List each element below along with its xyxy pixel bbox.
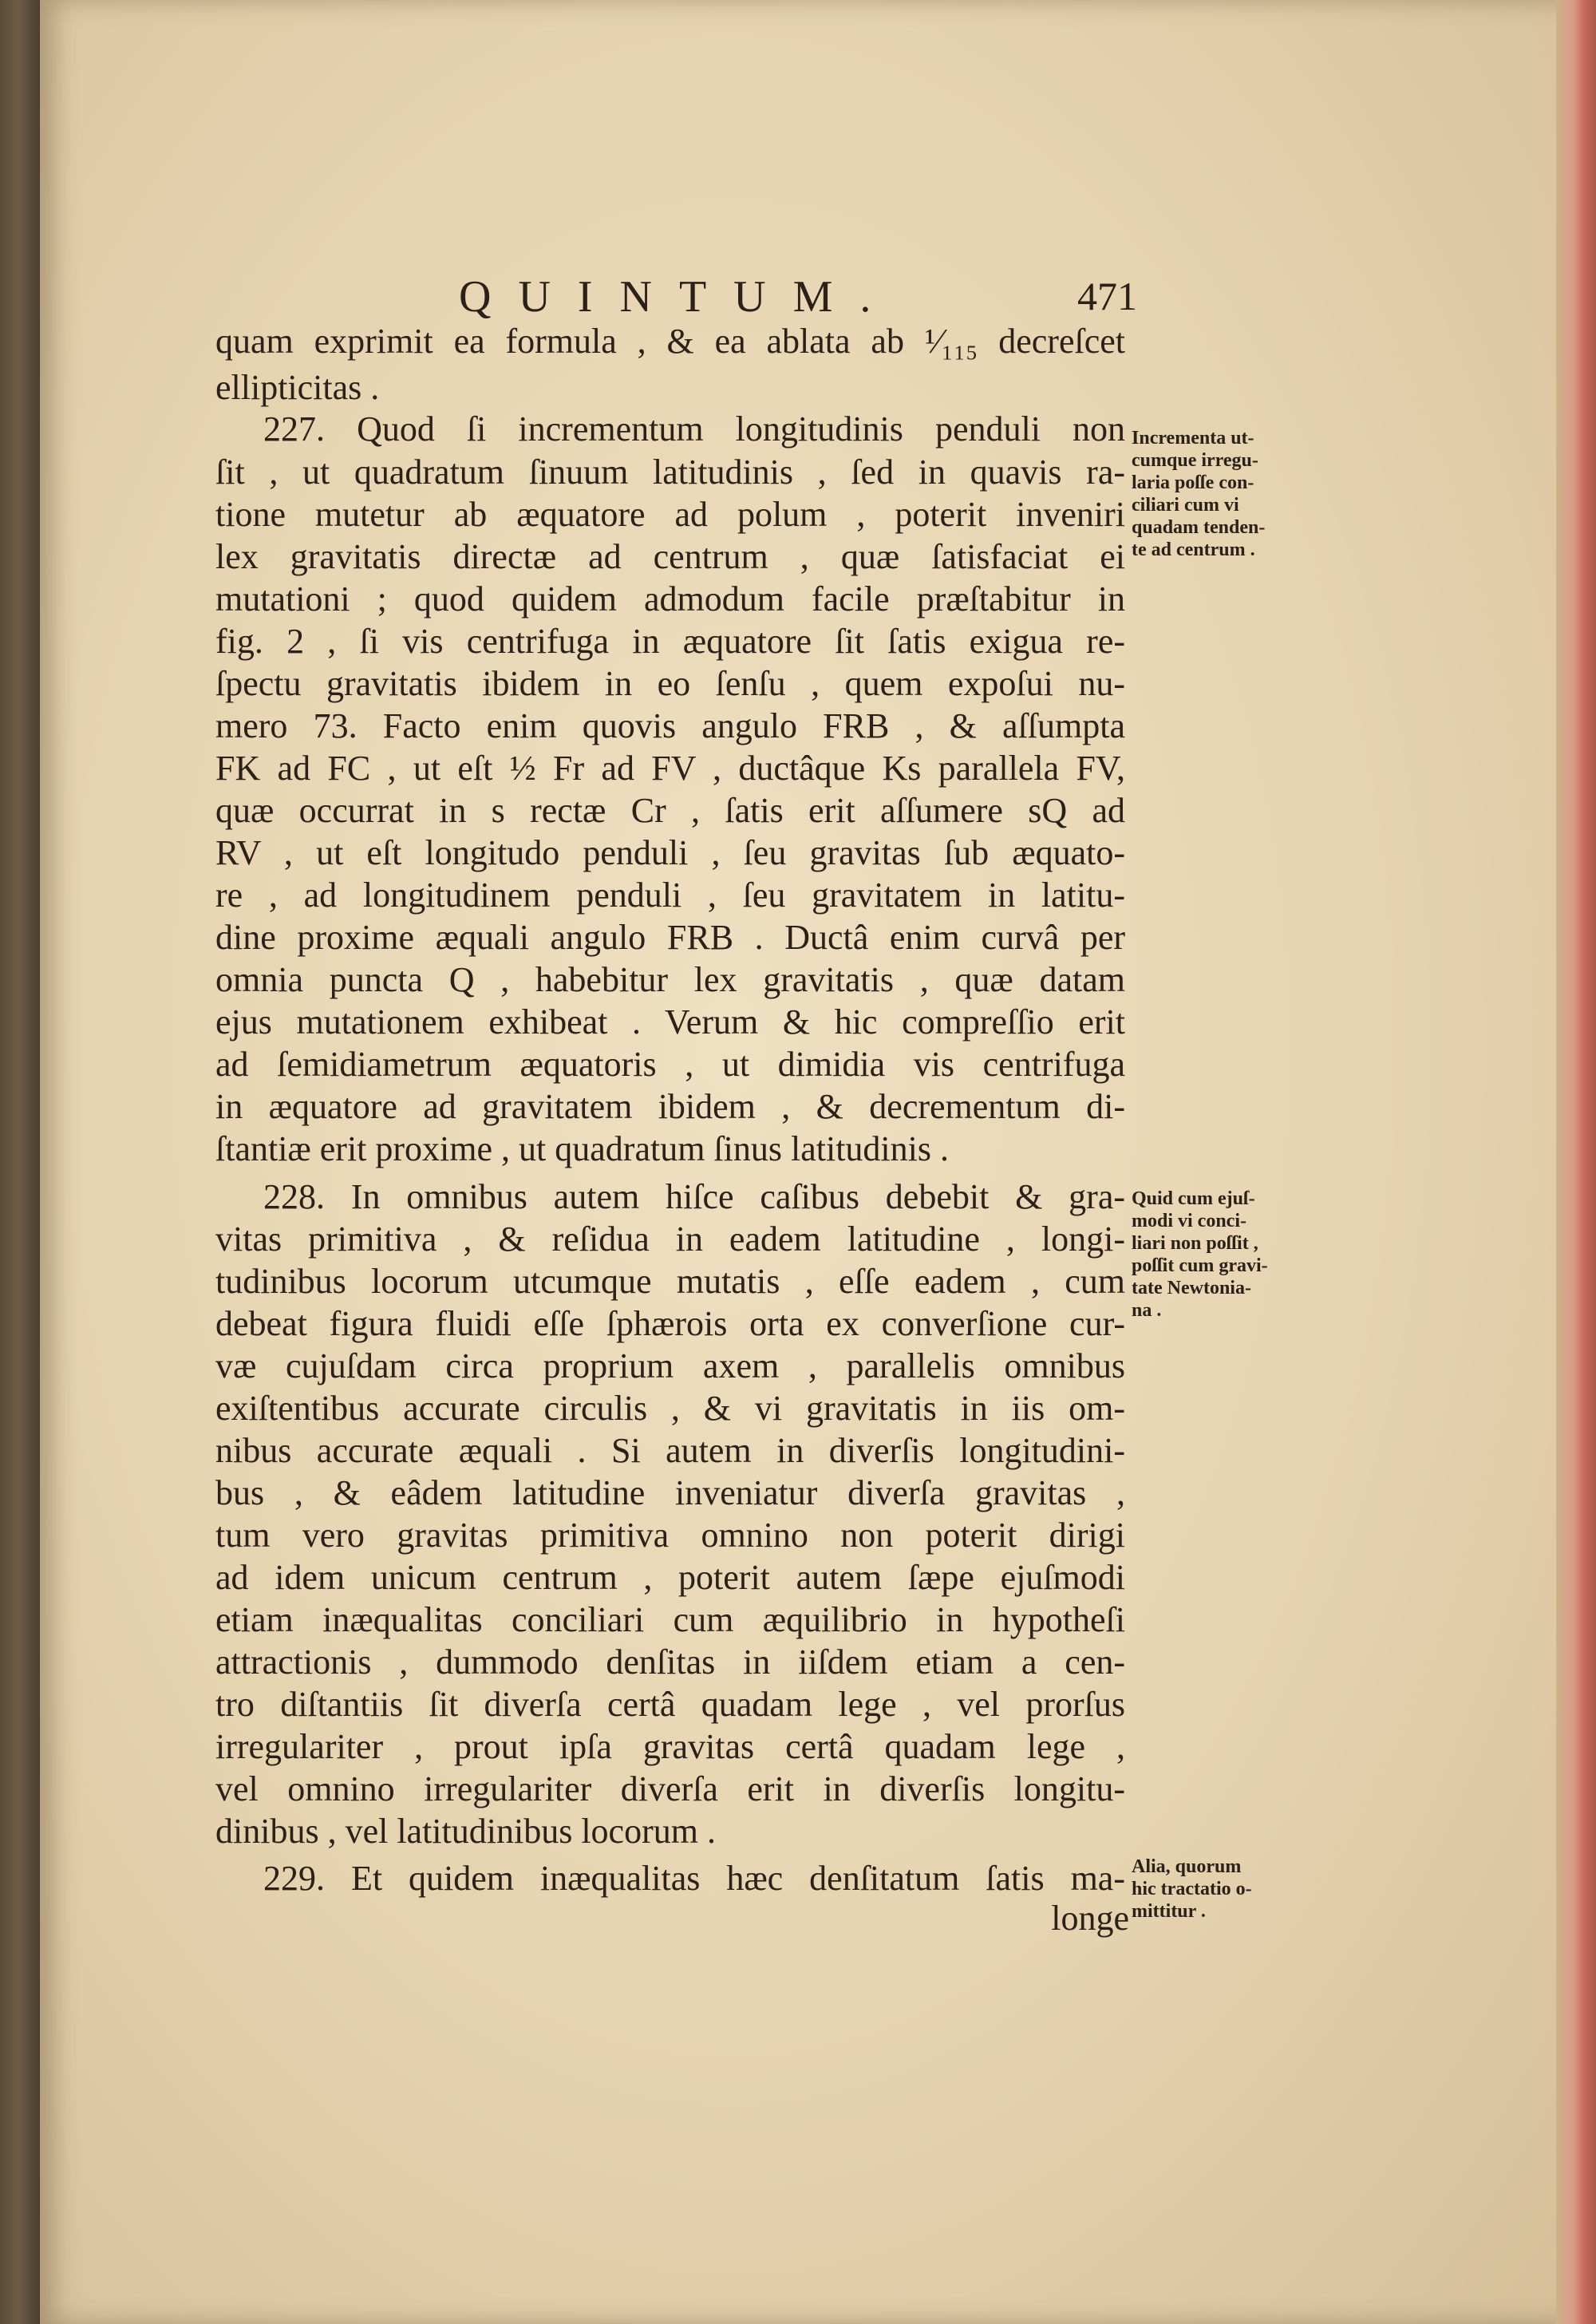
margin-note-line: liari non poſſit , bbox=[1132, 1233, 1258, 1254]
text-line: tum vero gravitas primitiva omnino non poterit dirigi bbox=[215, 1516, 1125, 1555]
text-line: ſpectu gravitatis ibidem in eo ſenſu , quem expoſui nu- bbox=[215, 664, 1125, 703]
text-line: vel omnino irregulariter diverſa erit in diverſis longitu- bbox=[215, 1769, 1125, 1808]
text-line: 227. Quod ſi incrementum longitudinis penduli non bbox=[263, 409, 1125, 449]
running-head bbox=[459, 271, 1137, 327]
text-line: tione mutetur ab æquatore ad polum , poterit inveniri bbox=[215, 495, 1125, 534]
text-line: dinibus , vel latitudinibus locorum . bbox=[215, 1812, 716, 1851]
text-line: fig. 2 , ſi vis centrifuga in æquatore ſit ſatis exigua re- bbox=[215, 622, 1125, 661]
page-edge bbox=[1556, 0, 1596, 2324]
text-line: dine proxime æquali angulo FRB . Ductâ enim curvâ per bbox=[215, 918, 1125, 957]
text-line: bus , & eâdem latitudine inveniatur diverſa gravitas , bbox=[215, 1473, 1125, 1512]
text-line: 229. Et quidem inæqualitas hæc denſitatum ſatis ma- bbox=[263, 1859, 1125, 1898]
margin-note-line: ciliari cum vi bbox=[1132, 495, 1239, 516]
text-line: ſtantiæ erit proxime , ut quadratum ſinus latitudinis . bbox=[215, 1129, 949, 1168]
margin-note-line: Incrementa ut- bbox=[1132, 428, 1254, 449]
margin-note-line: na . bbox=[1132, 1300, 1162, 1321]
margin-note-line: quadam tenden- bbox=[1132, 517, 1266, 538]
text-line: ſit , ut quadratum ſinuum latitudinis , ſed in quavis ra- bbox=[215, 453, 1125, 492]
text-line: debeat figura fluidi eſſe ſphærois orta ex converſione cur- bbox=[215, 1304, 1125, 1343]
text-line: FK ad FC , ut eſt ½ Fr ad FV , ductâque Ks parallela FV, bbox=[215, 749, 1125, 788]
margin-note-line: te ad centrum . bbox=[1132, 540, 1255, 560]
text-line: mutationi ; quod quidem admodum facile præſtabitur in bbox=[215, 579, 1125, 619]
text-line: attractionis , dummodo denſitas in iiſdem etiam a cen- bbox=[215, 1642, 1125, 1682]
margin-note-line: Alia, quorum bbox=[1132, 1856, 1242, 1877]
margin-note-line: laria poſſe con- bbox=[1132, 472, 1254, 493]
text-line: exiſtentibus accurate circulis , & vi gravitatis in iis om- bbox=[215, 1389, 1125, 1428]
text-line: vitas primitiva , & reſidua in eadem latitudine , longi- bbox=[215, 1219, 1125, 1259]
margin-note-line: hic tractatio o- bbox=[1132, 1879, 1252, 1899]
text-line: 228. In omnibus autem hiſce caſibus debebit & gra- bbox=[263, 1177, 1125, 1216]
text-line: etiam inæqualitas conciliari cum æquilibrio in hypotheſi bbox=[215, 1600, 1125, 1639]
text-line: tro diſtantiis ſit diverſa certâ quadam lege , vel prorſus bbox=[215, 1685, 1125, 1724]
page-number: 471 bbox=[1077, 274, 1137, 318]
text-line: quam exprimit ea formula , & ea ablata ab ¹⁄₁₁₅ decreſcet bbox=[215, 322, 1125, 361]
text-line: quæ occurrat in s rectæ Cr , ſatis erit aſſumere sQ ad bbox=[215, 791, 1125, 830]
margin-note-line: cumque irregu- bbox=[1132, 450, 1258, 471]
margin-note bbox=[1132, 427, 1311, 561]
text-line: irregulariter , prout ipſa gravitas certâ quadam lege , bbox=[215, 1727, 1125, 1766]
margin-note-line: Quid cum ejuſ- bbox=[1132, 1188, 1255, 1209]
catchword: longe bbox=[1051, 1899, 1129, 1938]
text-line: omnia puncta Q , habebitur lex gravitatis , quæ datam bbox=[215, 960, 1125, 999]
text-line: lex gravitatis directæ ad centrum , quæ ſatisfaciat ei bbox=[215, 537, 1125, 576]
text-line: nibus accurate æquali . Si autem in diverſis longitudini- bbox=[215, 1431, 1125, 1470]
text-line: tudinibus locorum utcumque mutatis , eſſe eadem , cum bbox=[215, 1262, 1125, 1301]
text-line: ad idem unicum centrum , poterit autem ſæpe ejuſmodi bbox=[215, 1558, 1125, 1597]
running-head-title: QUINTUM. bbox=[459, 272, 899, 322]
text-line: ejus mutationem exhibeat . Verum & hic compreſſio erit bbox=[215, 1002, 1125, 1041]
text-line: in æquatore ad gravitatem ibidem , & decrementum di- bbox=[215, 1087, 1125, 1126]
text-line: ad ſemidiametrum æquatoris , ut dimidia vis centrifuga bbox=[215, 1045, 1125, 1084]
margin-note-line: mittitur . bbox=[1132, 1901, 1206, 1922]
text-line: re , ad longitudinem penduli , ſeu gravitatem in latitu- bbox=[215, 875, 1125, 915]
margin-note-line: poſſit cum gravi- bbox=[1132, 1255, 1268, 1276]
margin-note-line: modi vi conci- bbox=[1132, 1211, 1246, 1231]
text-line: ellipticitas . bbox=[215, 368, 380, 407]
margin-note bbox=[1132, 1856, 1311, 1923]
text-line: mero 73. Facto enim quovis angulo FRB , & aſſumpta bbox=[215, 706, 1125, 745]
margin-note bbox=[1132, 1188, 1311, 1322]
text-line: RV , ut eſt longitudo penduli , ſeu gravitas ſub æquato- bbox=[215, 833, 1125, 872]
text-line: væ cujuſdam circa proprium axem , parallelis omnibus bbox=[215, 1346, 1125, 1385]
margin-note-line: tate Newtonia- bbox=[1132, 1278, 1251, 1298]
